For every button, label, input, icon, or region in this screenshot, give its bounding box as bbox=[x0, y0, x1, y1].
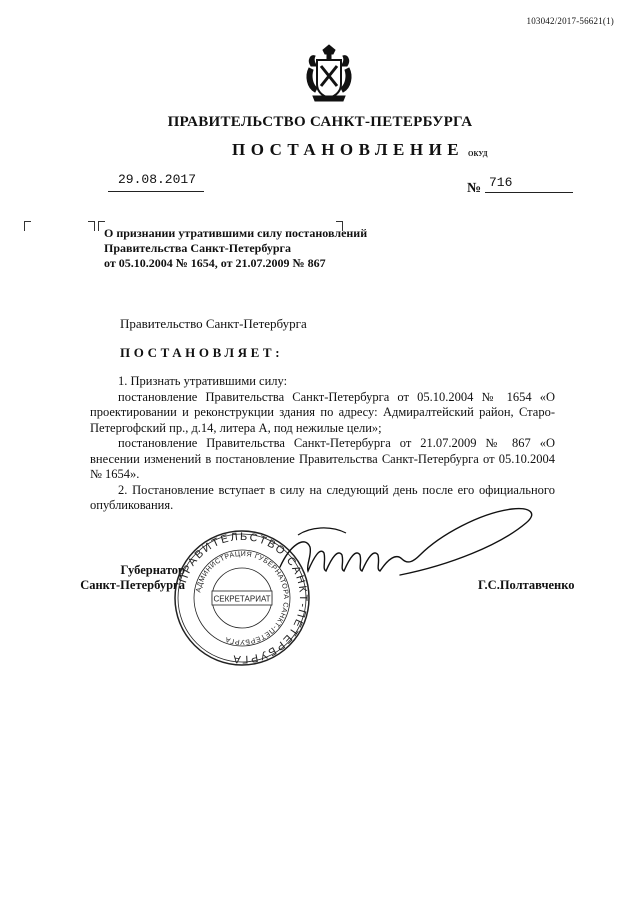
document-reference-code: 103042/2017-56621(1) bbox=[526, 16, 614, 26]
corner-mark bbox=[24, 221, 31, 231]
number-sign: № bbox=[467, 181, 482, 196]
position-line: Санкт-Петербурга bbox=[80, 578, 185, 592]
date-underline bbox=[108, 191, 204, 192]
title-line: О признании утратившими силу постановлений bbox=[104, 226, 368, 240]
corner-mark bbox=[88, 221, 95, 231]
document-date: 29.08.2017 bbox=[118, 172, 197, 187]
stamp-inner-text: АДМИНИСТРАЦИЯ ГУБЕРНАТОРА САНКТ-ПЕТЕРБУРГА bbox=[195, 550, 290, 646]
stamp-outer-text: ПРАВИТЕЛЬСТВО САНКТ-ПЕТЕРБУРГА bbox=[177, 530, 310, 666]
paragraph: 2. Постановление вступает в силу на следующий день после его официального опубликования. bbox=[90, 482, 555, 512]
coat-of-arms-icon bbox=[303, 44, 355, 104]
paragraph: постановление Правительства Санкт-Петербурга от 05.10.2004 № 1654 «О проектировании и реконструкции здания по адресу: Адмиралтейский район, Старо-Петергофский пр., д.14, литера А, под нежилые цели»; bbox=[90, 389, 555, 435]
stamp-center-text: СЕКРЕТАРИАТ bbox=[213, 594, 271, 604]
signatory-name: Г.С.Полтавченко bbox=[478, 578, 575, 592]
resolves-heading: ПОСТАНОВЛЯЕТ: bbox=[120, 345, 284, 360]
document-type: ПОСТАНОВЛЕНИЕ bbox=[232, 140, 465, 159]
title-line: от 05.10.2004 № 1654, от 21.07.2009 № 867 bbox=[104, 256, 326, 270]
handwritten-signature bbox=[250, 505, 550, 590]
paragraph: 1. Признать утратившими силу: bbox=[118, 374, 288, 388]
document-title bbox=[104, 226, 367, 271]
issuing-authority: ПРАВИТЕЛЬСТВО САНКТ-ПЕТЕРБУРГА bbox=[167, 114, 473, 130]
signatory-position bbox=[80, 563, 185, 593]
title-line: Правительства Санкт-Петербурга bbox=[104, 241, 292, 255]
position-line: Губернатор bbox=[120, 563, 185, 577]
number-underline bbox=[485, 192, 573, 193]
acting-body: Правительство Санкт-Петербурга bbox=[120, 316, 307, 331]
document-body bbox=[90, 374, 555, 514]
paragraph: постановление Правительства Санкт-Петербурга от 21.07.2009 № 867 «О внесении изменений в постановление Правительства Санкт-Петербурга от 05.10.2004 № 1654». bbox=[90, 436, 555, 481]
okud-label: ОКУД bbox=[468, 150, 488, 158]
document-number: 716 bbox=[489, 175, 513, 190]
